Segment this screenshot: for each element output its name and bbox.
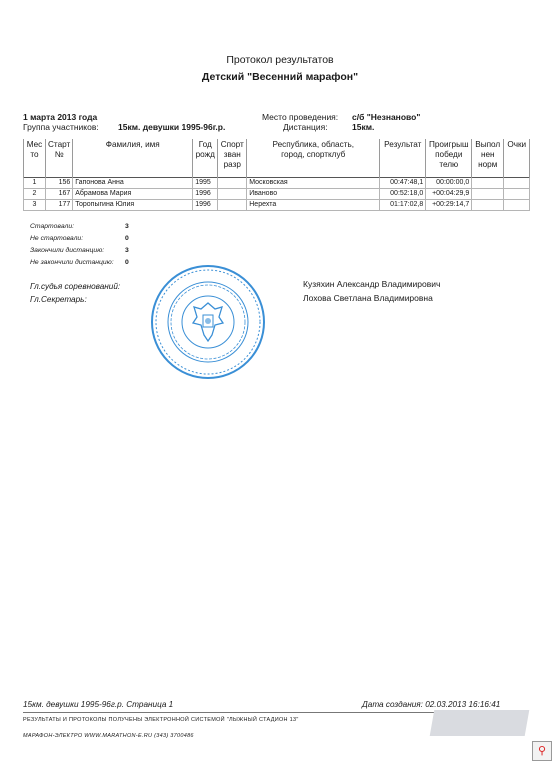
cell-norm (472, 188, 504, 199)
group-value: 15км. девушки 1995-96г.р. (118, 122, 226, 132)
cell-year: 1996 (193, 199, 218, 210)
column-header: Фамилия, имя (73, 139, 193, 177)
secretary-label: Гл.Секретарь: (30, 295, 87, 304)
cell-result: 00:52:18,0 (380, 188, 426, 199)
column-header: Мес то (24, 139, 46, 177)
table-body (24, 177, 530, 210)
cell-rank (218, 199, 247, 210)
finished-label: Закончили дистанцию: (30, 247, 105, 254)
cell-lag: 00:00:00,0 (426, 177, 472, 188)
cell-points (504, 199, 530, 210)
column-header: Очки (504, 139, 530, 177)
footer-page-info: 15км. девушки 1995-96г.р. Страница 1 (23, 700, 174, 709)
venue-value: с/б "Незнаново" (352, 112, 421, 122)
event-date: 1 марта 2013 года (23, 112, 98, 122)
venue-label: Место проведения: (262, 112, 339, 122)
official-seal (149, 263, 267, 381)
cell-norm (472, 199, 504, 210)
cell-rank (218, 177, 247, 188)
cell-place: 3 (24, 199, 46, 210)
footer-site-line: МАРАФОН-ЭЛЕКТРО WWW.MARATHON-E.RU (343) 3700486 (23, 733, 194, 739)
cell-lag: +00:29:14,7 (426, 199, 472, 210)
footer-system-line: РЕЗУЛЬТАТЫ И ПРОТОКОЛЫ ПОЛУЧЕНЫ ЭЛЕКТРОННОЙ СИСТЕМОЙ "ЛЫЖНЫЙ СТАДИОН 13" (23, 717, 299, 723)
table-row (24, 188, 530, 199)
finished-value: 3 (125, 247, 129, 254)
cell-points (504, 188, 530, 199)
distance-label: Дистанция: (283, 122, 328, 132)
not-finished-label: Не закончили дистанцию: (30, 259, 114, 266)
group-label: Группа участников: (23, 122, 99, 132)
cell-region: Московская (247, 177, 380, 188)
column-header: Старт № (46, 139, 73, 177)
column-header: Год рожд (193, 139, 218, 177)
column-header: Спорт зван разр (218, 139, 247, 177)
not-started-value: 0 (125, 235, 129, 242)
cell-start: 177 (46, 199, 73, 210)
distance-value: 15км. (352, 122, 375, 132)
column-header: Выпол нен норм (472, 139, 504, 177)
secretary-name: Лохова Светлана Владимировна (303, 293, 433, 303)
magnifier-icon[interactable]: ⚲ (532, 741, 552, 761)
event-title: Детский "Весенний марафон" (201, 71, 359, 83)
cell-start: 167 (46, 188, 73, 199)
cell-region: Нерехта (247, 199, 380, 210)
cell-norm (472, 177, 504, 188)
cell-result: 00:47:48,1 (380, 177, 426, 188)
footer-created: Дата создания: 02.03.2013 16:16:41 (362, 700, 501, 709)
column-header: Результат (380, 139, 426, 177)
cell-points (504, 177, 530, 188)
marathon-logo (430, 710, 530, 736)
cell-lag: +00:04:29,9 (426, 188, 472, 199)
judge-name: Кузяхин Александр Владимирович (303, 279, 441, 289)
not-finished-value: 0 (125, 259, 129, 266)
cell-name: Абрамова Мария (73, 188, 193, 199)
started-value: 3 (125, 223, 129, 230)
judge-label: Гл.судья соревнований: (30, 282, 121, 291)
column-header: Республика, область, город, спортклуб (247, 139, 380, 177)
cell-place: 1 (24, 177, 46, 188)
cell-place: 2 (24, 188, 46, 199)
cell-year: 1996 (193, 188, 218, 199)
results-table (23, 139, 530, 211)
cell-result: 01:17:02,8 (380, 199, 426, 210)
table-row (24, 199, 530, 210)
cell-rank (218, 188, 247, 199)
cell-start: 156 (46, 177, 73, 188)
cell-name: Гапонова Анна (73, 177, 193, 188)
table-header-row (24, 139, 530, 177)
protocol-title: Протокол результатов (226, 54, 334, 66)
column-header: Проигрыш победи телю (426, 139, 472, 177)
not-started-label: Не стартовали: (30, 235, 84, 242)
cell-name: Торопыгина Юлия (73, 199, 193, 210)
cell-region: Иваново (247, 188, 380, 199)
cell-year: 1995 (193, 177, 218, 188)
table-row (24, 177, 530, 188)
started-label: Стартовали: (30, 223, 75, 230)
